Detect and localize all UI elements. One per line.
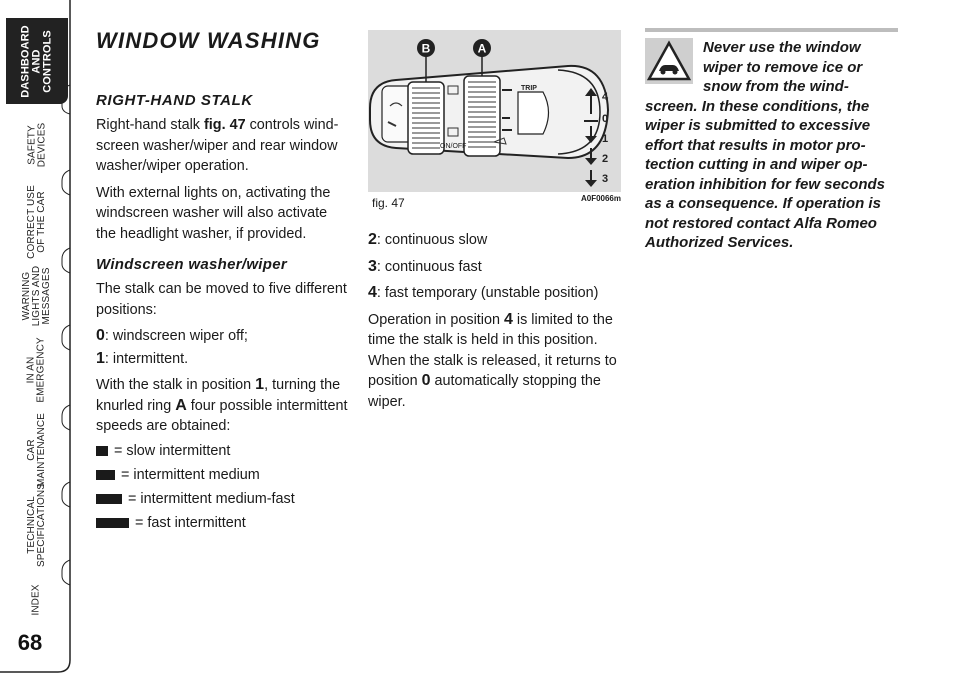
lights-paragraph: With external lights on, activating the windscreen washer will also activate the headlight washer, if provided.	[96, 184, 331, 242]
warning-note	[645, 38, 898, 253]
tab-technical-specifications[interactable]: TECHNICAL SPECIFICATIONS	[26, 482, 48, 568]
position-2: 2: continuous slow	[368, 231, 488, 248]
figure-label: fig. 47	[372, 196, 405, 210]
figure-reference[interactable]: fig. 47	[204, 117, 246, 133]
speed-bar-icon	[96, 518, 129, 528]
positions-continued	[368, 230, 623, 412]
page-number: 68	[17, 630, 43, 655]
position-1: 1: intermittent.	[96, 349, 189, 367]
operation-paragraph: Operation in position 4 is limited to the time the stalk is held in this position. When the stalk is released, it returns to position 0 automatically stopping the wiper.	[368, 310, 617, 410]
page-title: WINDOW WASHING	[96, 28, 321, 53]
warning-text: Never use the window wiper to remove ice or snow from the wind-screen. In these conditions, the wiper is submitted to excessive effort that results in motor pro-tection cutting in and wiper op-eration inhibition for few seconds as a consequence. If operation is not restored contact Alfa Romeo Authorized Services.	[645, 39, 886, 251]
figure-caption	[368, 194, 623, 214]
callout-b: B	[421, 41, 431, 56]
stalk-drawing	[368, 30, 621, 192]
callout-a: A	[477, 41, 487, 56]
tab-warning-lights[interactable]: WARNING LIGHTS AND MESSAGES	[21, 265, 52, 327]
figure-code: A0F0066m	[580, 194, 621, 203]
tab-index[interactable]: INDEX	[31, 584, 42, 616]
ring-paragraph: With the stalk in position 1, turning the knurled ring A four possible intermittent speeds are obtained:	[96, 376, 348, 434]
arrow-down-icon	[585, 158, 597, 165]
tab-dashboard-and-controls[interactable]: DASHBOARD AND CONTROLS	[6, 18, 68, 104]
positions-intro: The stalk can be moved to five different positions:	[96, 281, 347, 318]
tab-safety-devices[interactable]: SAFETY DEVICES	[25, 122, 47, 168]
arrow-down-icon	[585, 180, 597, 187]
stalk-illustration	[368, 30, 621, 192]
tab-in-an-emergency[interactable]: IN AN EMERGENCY	[26, 337, 48, 403]
speed-bar-icon	[96, 446, 108, 456]
warning-column	[645, 28, 898, 253]
tab-car-maintenance[interactable]: CAR MAINTENANCE	[26, 413, 48, 487]
section-tabs	[0, 0, 74, 677]
speed-fast: = fast intermittent	[96, 515, 351, 531]
position-3: 3: continuous fast	[368, 257, 482, 275]
figure-column	[368, 30, 623, 418]
speed-bar-icon	[96, 470, 115, 480]
speed-slow: = slow intermittent	[96, 443, 351, 459]
speed-medium: = intermittent medium	[96, 467, 351, 483]
speed-bar-icon	[96, 494, 122, 504]
scale-1: 1	[602, 133, 609, 145]
speed-medium-fast: = intermittent medium-fast	[96, 491, 351, 507]
warning-divider	[645, 28, 898, 32]
scale-3: 3	[602, 173, 609, 185]
scale-2: 2	[602, 153, 609, 165]
onoff-label: ON/OFF	[440, 143, 467, 150]
section-title: RIGHT-HAND STALK	[96, 92, 253, 109]
scale-0: 0	[602, 113, 609, 125]
tab-correct-use[interactable]: CORRECT USE OF THE CAR	[26, 185, 48, 259]
intro-paragraph: Right-hand stalk fig. 47 controls wind-screen washer/wiper and rear window washer/wiper operation.	[96, 117, 339, 174]
main-column	[96, 28, 351, 539]
position-0: 0: windscreen wiper off;	[96, 327, 248, 344]
position-4: 4: fast temporary (unstable position)	[368, 284, 599, 301]
subsection-title: Windscreen washer/wiper	[96, 256, 287, 273]
scale-4: 4	[602, 91, 609, 103]
trip-label: TRIP	[521, 85, 537, 92]
car-warning-icon	[645, 38, 693, 84]
